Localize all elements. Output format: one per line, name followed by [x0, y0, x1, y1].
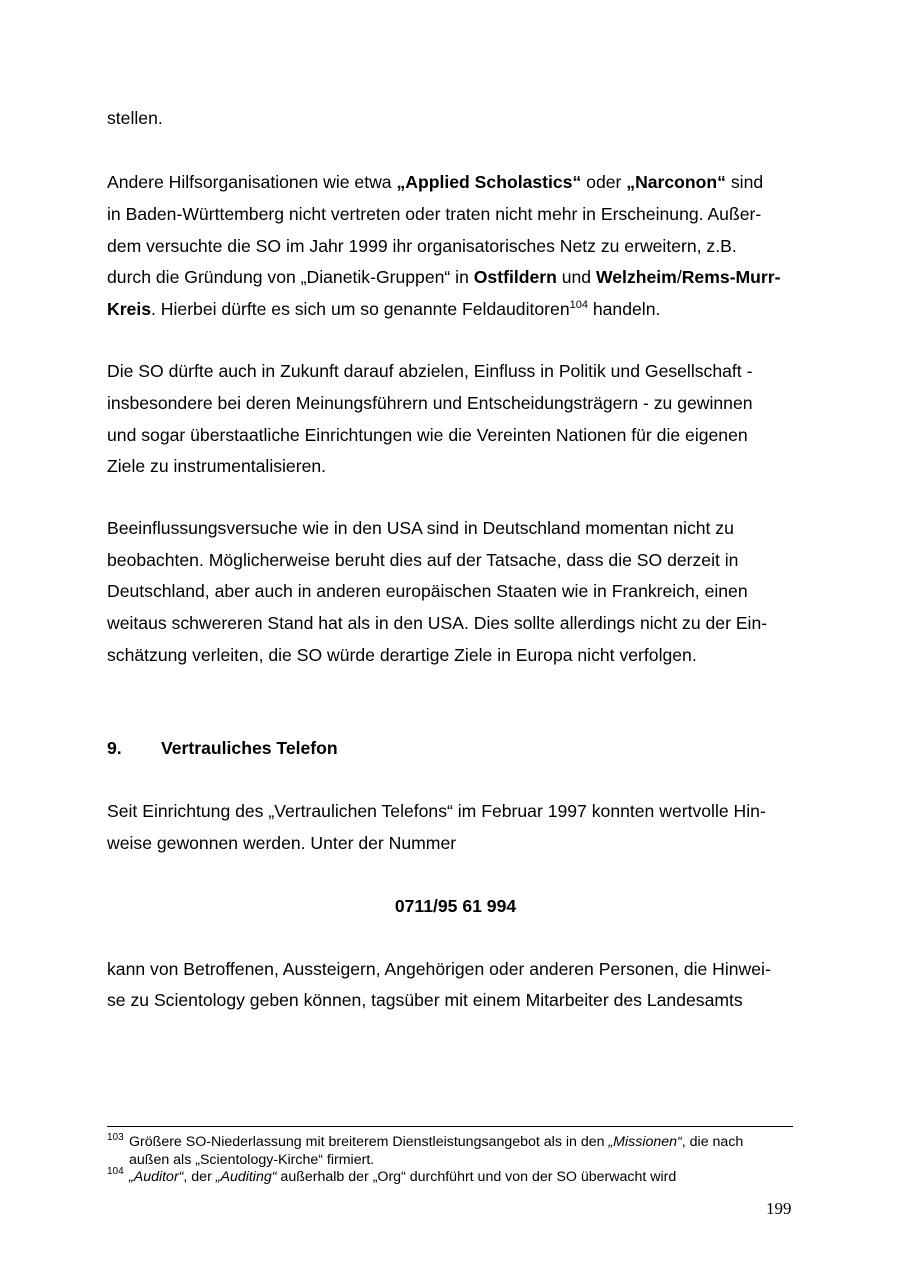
text-run: Seit Einrichtung des „Vertraulichen Telefons“ im Februar 1997 konnten wertvolle Hin- — [107, 801, 766, 821]
text-run-italic: „Auditing“ — [215, 1169, 277, 1185]
text-run: / — [676, 267, 682, 287]
text-run: in Baden-Württemberg nicht vertreten oder traten nicht mehr in Erscheinung. Außer- — [107, 204, 762, 224]
text-line — [107, 298, 660, 320]
text-run: stellen. — [107, 108, 163, 128]
phone-number: 0711/95 61 994 — [394, 896, 517, 916]
footnote-line — [129, 1134, 743, 1151]
text-run: , die nach — [681, 1134, 744, 1150]
footnote-mark: 104 — [107, 1166, 124, 1177]
section-number: 9. — [107, 738, 122, 758]
text-line — [107, 612, 767, 634]
text-run: oder — [581, 172, 627, 192]
text-line — [107, 235, 737, 257]
text-run: beobachten. Möglicherweise beruht dies auf der Tatsache, dass die SO derzeit in — [107, 550, 739, 570]
section-title: Vertrauliches Telefon — [161, 738, 338, 758]
text-run: weise gewonnen werden. Unter der Nummer — [107, 833, 457, 853]
text-line — [107, 989, 743, 1011]
footnote-reference-104[interactable]: 104 — [569, 299, 588, 311]
text-line — [107, 455, 326, 477]
text-run: durch die Gründung von „Dianetik-Gruppen“ in — [107, 267, 474, 287]
place-kreis: Kreis — [107, 299, 152, 319]
text-run: und sogar überstaatliche Einrichtungen wie die Vereinten Nationen für die eigenen — [107, 425, 748, 445]
text-run: schätzung verleiten, die SO würde derartige Ziele in Europa nicht verfolgen. — [107, 645, 697, 665]
text-line — [107, 958, 771, 980]
text-line — [107, 580, 748, 602]
text-run: außen als „Scientology-Kirche“ firmiert. — [129, 1152, 375, 1168]
text-run: Die SO dürfte auch in Zukunft darauf abzielen, Einfluss in Politik und Gesellschaft - — [107, 361, 753, 381]
text-line — [107, 832, 456, 854]
text-run-italic: „Auditor“ — [129, 1169, 184, 1185]
text-run: se zu Scientology geben können, tagsüber mit einem Mitarbeiter des Landesamts — [107, 990, 743, 1010]
text-line — [107, 203, 761, 225]
text-line — [107, 800, 766, 822]
text-run: dem versuchte die SO im Jahr 1999 ihr organisatorisches Netz zu erweitern, z.B. — [107, 236, 737, 256]
footnote-line — [129, 1169, 676, 1186]
text-run: sind — [725, 172, 764, 192]
place-rems-murr: Rems-Murr- — [681, 267, 781, 287]
text-run: handeln. — [587, 299, 661, 319]
text-run: weitaus schwereren Stand hat als in den USA. Dies sollte allerdings nicht zu der Ein- — [107, 613, 768, 633]
text-run: Größere SO-Niederlassung mit breiterem Dienstleistungsangebot als in den — [129, 1134, 609, 1150]
text-line — [107, 360, 752, 382]
text-run: Deutschland, aber auch in anderen europäischen Staaten wie in Frankreich, einen — [107, 581, 748, 601]
place-ostfildern: Ostfildern — [473, 267, 557, 287]
text-run: , der — [183, 1169, 216, 1185]
text-line — [107, 266, 780, 288]
org-name-narconon: „Narconon“ — [626, 172, 726, 192]
footnote-mark: 103 — [107, 1132, 124, 1143]
text-run: Beeinflussungsversuche wie in den USA sind in Deutschland momentan nicht zu — [107, 518, 734, 538]
text-run: und — [556, 267, 596, 287]
text-run: Ziele zu instrumentalisieren. — [107, 456, 327, 476]
text-line — [107, 424, 748, 446]
text-run: insbesondere bei deren Meinungsführern und Entscheidungsträgern - zu gewinnen — [107, 393, 753, 413]
footnote-line — [129, 1152, 374, 1169]
text-run-italic: „Missionen“ — [608, 1134, 682, 1150]
page-number: 199 — [766, 1199, 792, 1218]
text-run: Andere Hilfsorganisationen wie etwa — [107, 172, 397, 192]
text-line — [107, 644, 697, 666]
place-welzheim: Welzheim — [595, 267, 677, 287]
text-line — [107, 549, 738, 571]
text-line — [107, 517, 734, 539]
org-name-applied-scholastics: „Applied Scholastics“ — [396, 172, 582, 192]
text-line — [107, 107, 163, 129]
text-run: . Hierbei dürfte es sich um so genannte Feldauditoren — [151, 299, 570, 319]
text-line — [107, 392, 753, 414]
text-run: kann von Betroffenen, Aussteigern, Angehörigen oder anderen Personen, die Hinwei- — [107, 959, 771, 979]
text-run: außerhalb der „Org“ durchführt und von der SO überwacht wird — [276, 1169, 677, 1185]
footnote-separator — [107, 1126, 793, 1127]
text-line — [107, 171, 763, 193]
